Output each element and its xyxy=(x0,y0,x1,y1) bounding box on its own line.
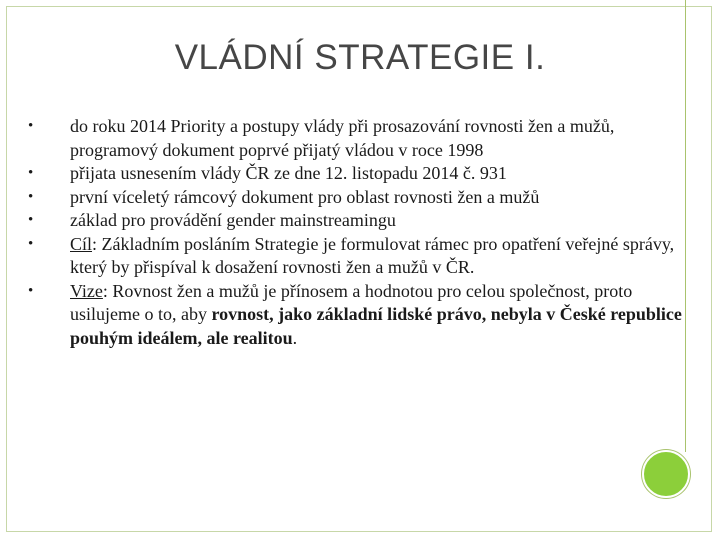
vision-bold-text: rovnost, jako základní lidské právo, nebyla v České republice pouhým ideálem, ale realitou xyxy=(70,304,682,348)
list-item xyxy=(28,186,688,210)
bullet-text: přijata usnesením vlády ČR ze dne 12. listopadu 2014 č. 931 xyxy=(70,163,507,183)
bullet-list xyxy=(28,115,688,350)
vision-label: Vize xyxy=(70,280,103,301)
vision-text: : Rovnost žen a mužů je přínosem a hodnotou pro celou společnost, proto usilujeme o to, aby xyxy=(70,280,633,324)
goal-text: : Základním posláním Strategie je formulovat rámec pro opatření veřejné správy, který by přispíval k dosažení rovnosti žen a mužů v ČR. xyxy=(70,233,675,277)
bullet-text: do roku 2014 Priority a postupy vlády při prosazování rovnosti žen a mužů, programový dokument poprvé přijatý vládou v roce 1998 xyxy=(70,116,615,160)
decorative-circle xyxy=(642,450,690,498)
list-item xyxy=(28,162,688,186)
list-item xyxy=(28,280,688,351)
list-item xyxy=(28,233,688,280)
list-item xyxy=(28,115,688,162)
vision-end: . xyxy=(292,327,298,348)
slide-title: VLÁDNÍ STRATEGIE I. xyxy=(174,38,546,77)
goal-label: Cíl xyxy=(70,233,93,254)
list-item xyxy=(28,209,688,233)
bullet-text: základ pro provádění gender mainstreamingu xyxy=(70,210,396,230)
bullet-text: první víceletý rámcový dokument pro oblast rovnosti žen a mužů xyxy=(70,186,540,207)
